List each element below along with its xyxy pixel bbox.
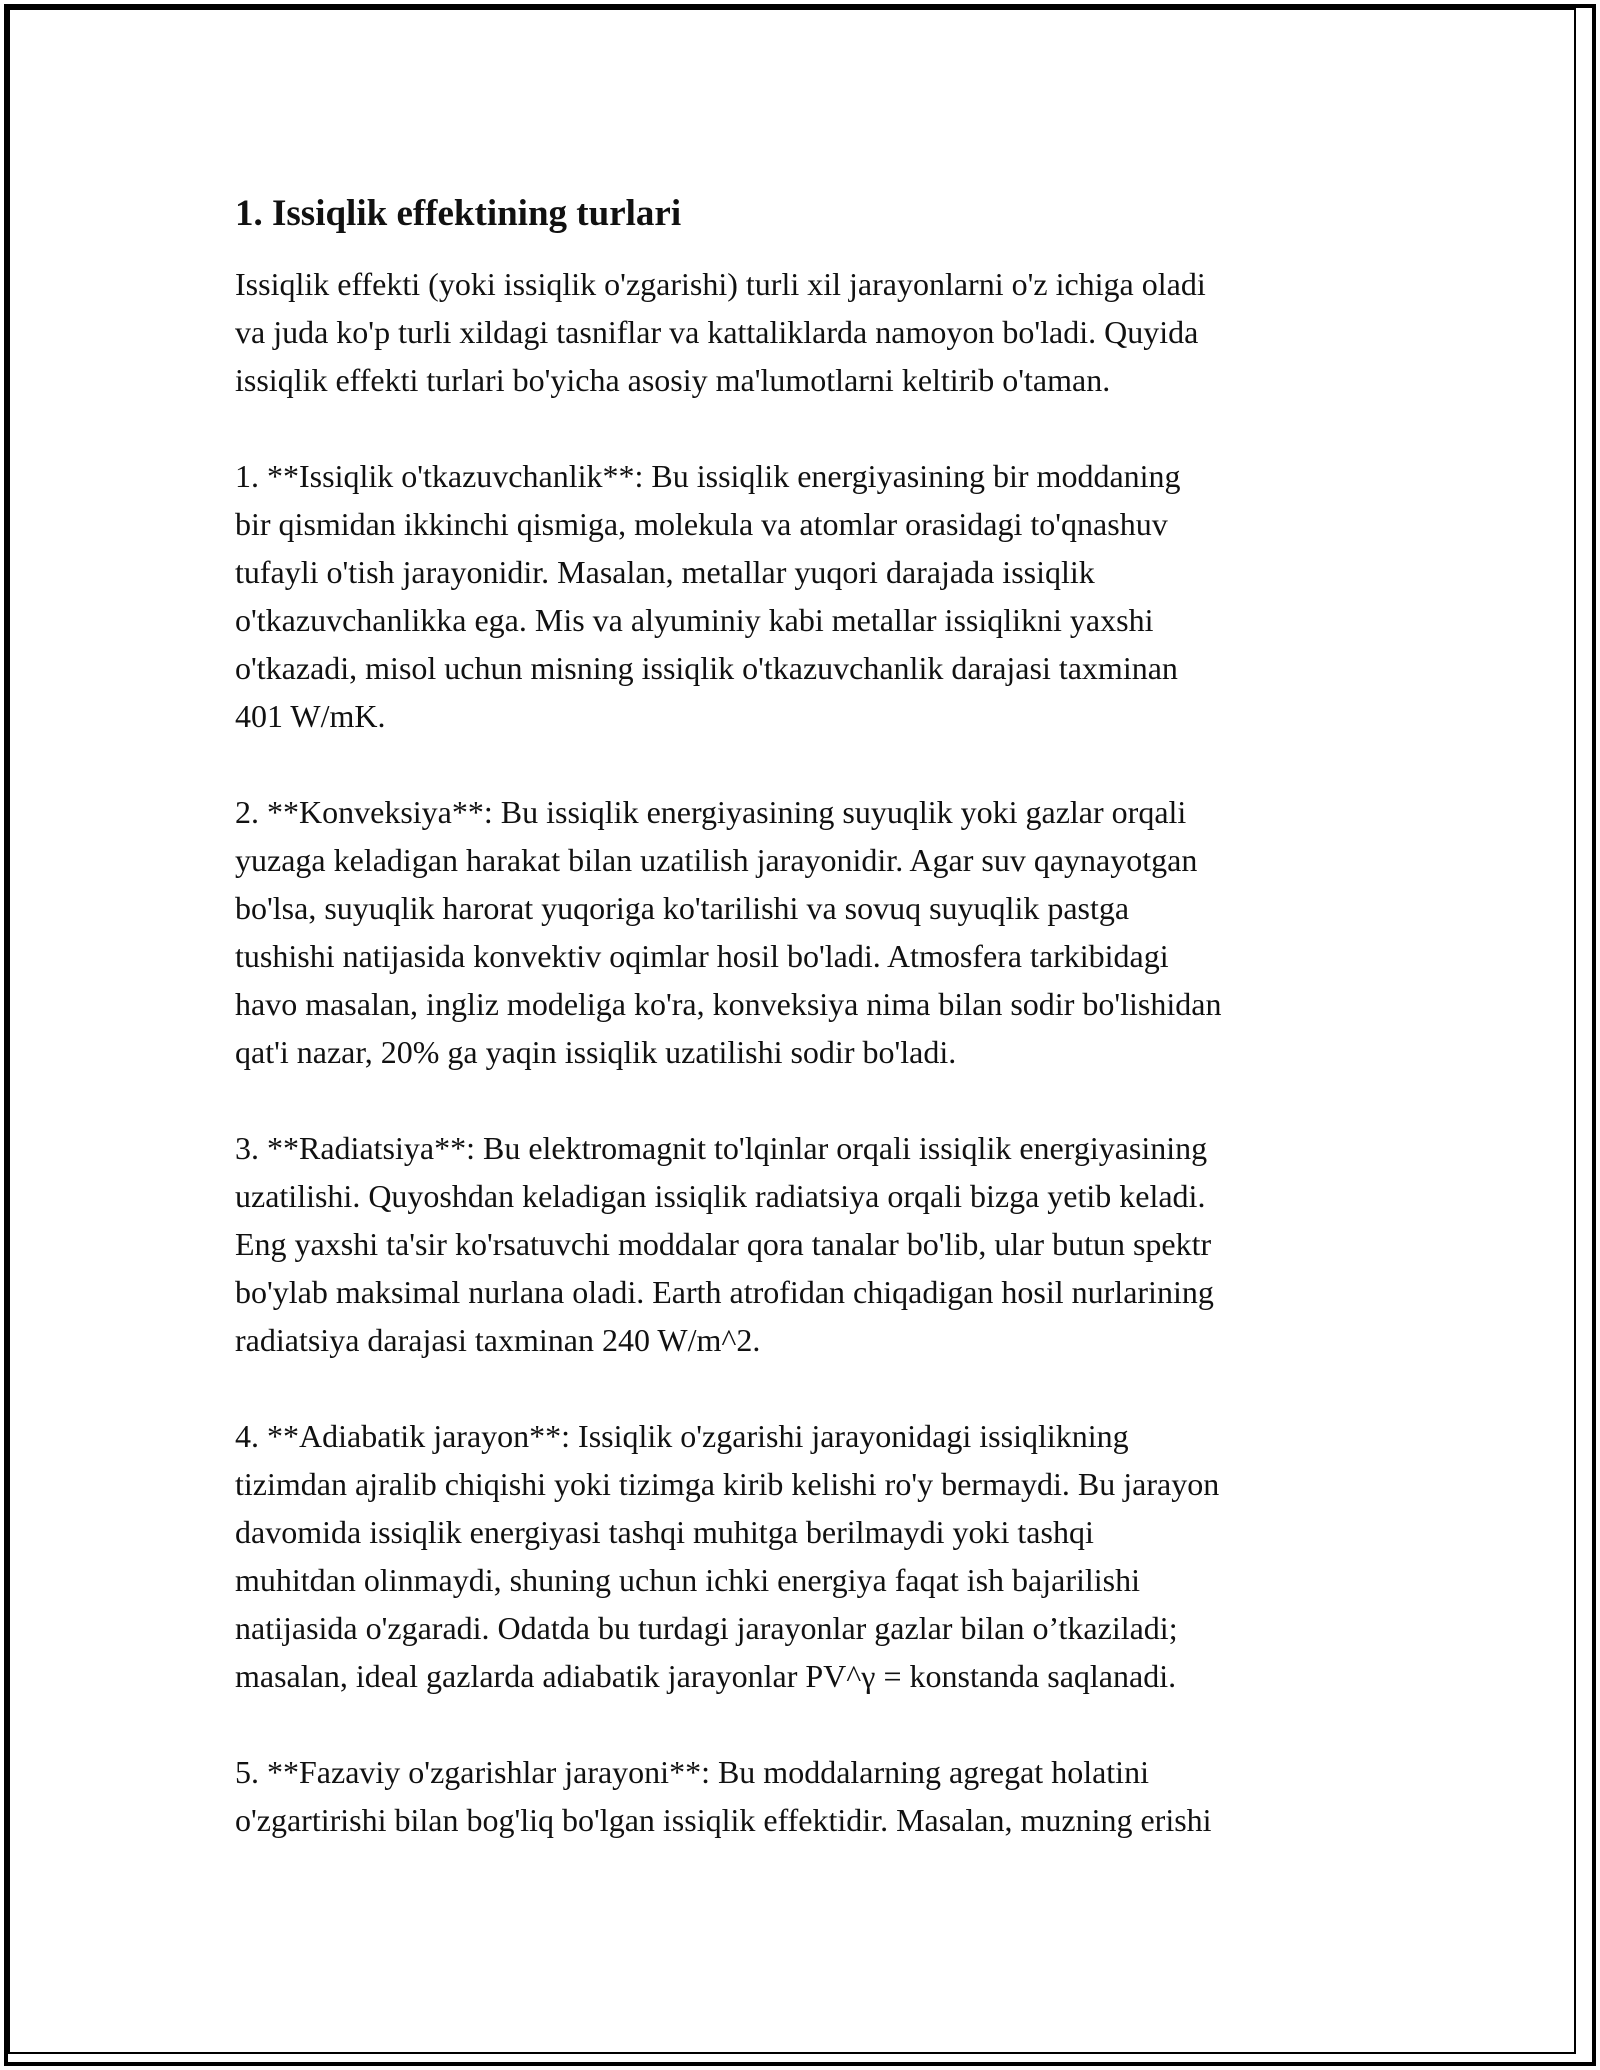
list-item-thermal-conductivity: 1. **Issiqlik o'tkazuvchanlik**: Bu issiqlik energiyasining bir moddaning bir qismidan ikkinchi qismiga, molekula va atomlar orasidagi to'qnashuv tufayli o'tish jarayonidir. Masalan, metallar yuqori darajada issiqlik o'tkazuvchanlikka ega. Mis va alyuminiy kabi metallar issiqlikni yaxshi o'tkazadi, misol uchun misning issiqlik o'tkazuvchanlik darajasi taxminan 401 W/mK. [235, 458, 1181, 734]
list-item-radiation: 3. **Radiatsiya**: Bu elektromagnit to'lqinlar orqali issiqlik energiyasining uzatilishi. Quyoshdan keladigan issiqlik radiatsiya orqali bizga yetib keladi. Eng yaxshi ta'sir ko'rsatuvchi moddalar qora tanalar bo'lib, ular butun spektr bo'ylab maksimal nurlana oladi. Earth atrofidan chiqadigan hosil nurlarining radiatsiya darajasi taxminan 240 W/m^2. [235, 1130, 1214, 1358]
list-item-phase-transitions: 5. **Fazaviy o'zgarishlar jarayoni**: Bu moddalarning agregat holatini o'zgartirishi bilan bog'liq bo'lgan issiqlik effektidir. Masalan, muzning erishi [235, 1754, 1212, 1838]
section-heading: 1. Issiqlik effektining turlari [235, 193, 682, 234]
intro-paragraph: Issiqlik effekti (yoki issiqlik o'zgarishi) turli xil jarayonlarni o'z ichiga oladi va juda ko'p turli xildagi tasniflar va kattaliklarda namoyon bo'ladi. Quyida issiqlik effekti turlari bo'yicha asosiy ma'lumotlarni keltirib o'taman. [235, 266, 1206, 398]
list-item-adiabatic-process: 4. **Adiabatik jarayon**: Issiqlik o'zgarishi jarayonidagi issiqlikning tizimdan ajralib chiqishi yoki tizimga kirib kelishi ro'y bermaydi. Bu jarayon davomida issiqlik energiyasi tashqi muhitga berilmaydi yoki tashqi muhitdan olinmaydi, shuning uchun ichki energiya faqat ish bajarilishi natijasida o'zgaradi. Odatda bu turdagi jarayonlar gazlar bilan o’tkaziladi; masalan, ideal gazlarda adiabatik jarayonlar PV^γ = konstanda saqlanadi. [235, 1418, 1220, 1694]
list-item-convection: 2. **Konveksiya**: Bu issiqlik energiyasining suyuqlik yoki gazlar orqali yuzaga keladigan harakat bilan uzatilish jarayonidir. Agar suv qaynayotgan bo'lsa, suyuqlik harorat yuqoriga ko'tarilishi va sovuq suyuqlik pastga tushishi natijasida konvektiv oqimlar hosil bo'ladi. Atmosfera tarkibidagi havo masalan, ingliz modeliga ko'ra, konveksiya nima bilan sodir bo'lishidan qat'i nazar, 20% ga yaqin issiqlik uzatilishi sodir bo'ladi. [235, 794, 1222, 1070]
document-body [235, 190, 1380, 1844]
